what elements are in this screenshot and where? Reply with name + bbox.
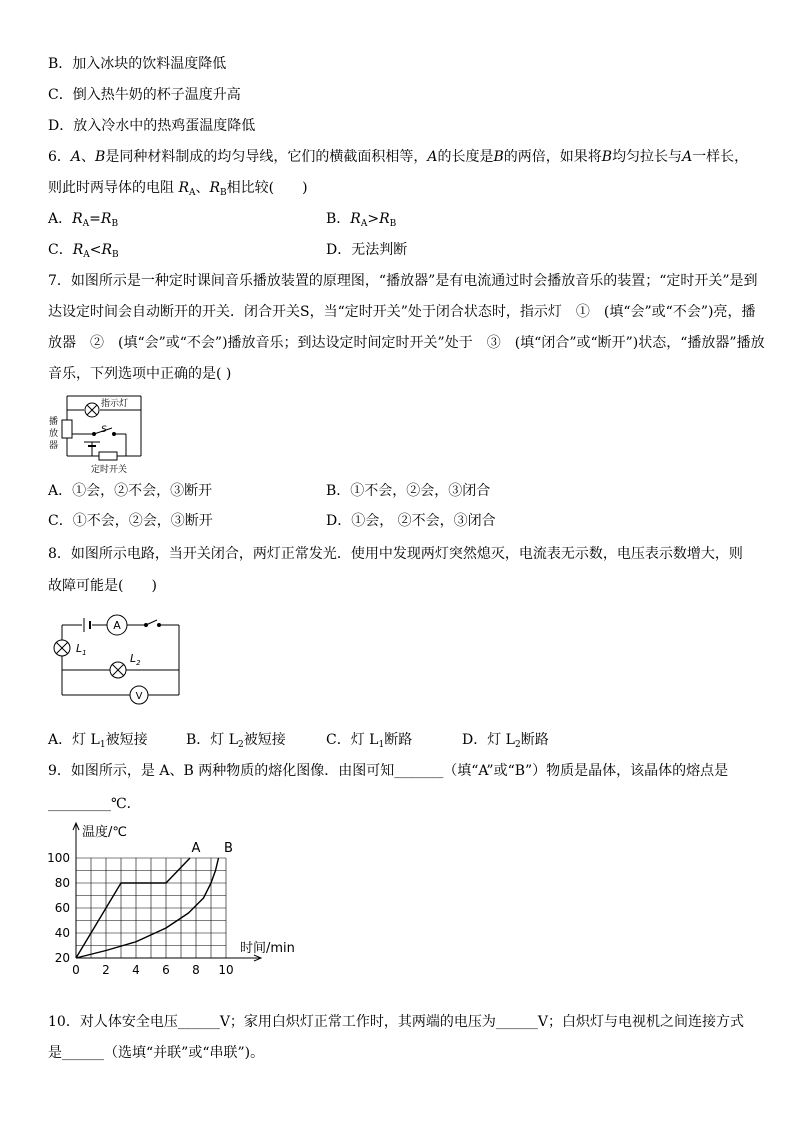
q7-line-2: 达设定时间会自动断开的开关．闭合开关S，当“定时开关”处于闭合状态时，指示灯 ① (填“会”或“不会”)亮，播 — [48, 304, 756, 320]
q6-relation: = — [89, 211, 101, 227]
q6-sub: A — [189, 188, 196, 198]
q5-option-c: C．倒入热牛奶的杯子温度升高 — [48, 87, 241, 103]
q6-sub: B — [220, 188, 227, 198]
q6-text: 的长度是 — [437, 149, 494, 165]
q7-player-label: 放 — [49, 429, 59, 439]
q8-battery-icon — [84, 618, 90, 632]
q9-line-2: _________℃． — [48, 796, 141, 812]
q8-option-c — [326, 730, 412, 755]
q8-opt-sub: 2 — [238, 740, 244, 750]
q8-opt-text: C．灯 L — [326, 732, 379, 748]
q6-var: R — [379, 211, 390, 227]
chart-x-tick-label: 4 — [132, 963, 140, 977]
q8-option-a — [48, 730, 148, 755]
q6-sub: B — [112, 250, 119, 260]
q6-sub: B — [111, 219, 119, 229]
q6-text: 则此时两导体的电阻 — [48, 180, 174, 196]
q6-number: 6． — [48, 149, 71, 165]
q6-option-a — [48, 209, 118, 234]
q6-text: 的两倍，如果将 — [503, 149, 602, 165]
chart-x-tick-label: 0 — [72, 963, 80, 977]
chart-x-tick-label: 10 — [218, 963, 234, 977]
q6-text: 相比较( ) — [226, 180, 308, 196]
q7-timer-label: 定时开关 — [91, 465, 128, 475]
q6-var: B — [493, 149, 504, 165]
q8-switch-icon — [145, 620, 161, 627]
q8-opt-text: B．灯 L — [186, 732, 239, 748]
q10-line-1: 10．对人体安全电压______V；家用白炽灯正常工作时，其两端的电压为______V；白炽灯与电视机之间连接方式 — [48, 1014, 745, 1030]
q6-var: B — [95, 149, 106, 165]
q8-opt-sub: 1 — [99, 740, 106, 750]
q7-player-icon — [62, 420, 72, 438]
q8-lamp-l1-icon — [54, 640, 70, 656]
q9-line-1: 9．如图所示，是 A、B 两种物质的熔化图像．由图可知_______（填“A”或“B”）物质是晶体，该晶体的熔点是 — [48, 763, 729, 779]
q8-l1-label: $L_1$ — [76, 642, 87, 657]
q7-line-1: 7．如图所示是一种定时课间音乐播放装置的原理图，“播放器”是有电流通过时会播放音乐的装置；“定时开关”是到 — [48, 273, 758, 289]
q6-opt-label: A． — [48, 211, 73, 227]
chart-y-tick-label: 80 — [54, 876, 70, 890]
q8-ammeter-label: A — [113, 619, 121, 632]
q8-opt-sub: 2 — [514, 740, 521, 750]
chart-y-tick-label: 40 — [54, 926, 70, 940]
q6-var: A — [682, 149, 693, 165]
q8-opt-sub: 1 — [378, 740, 385, 750]
q7-line-4: 音乐，下列选项中正确的是( ) — [48, 366, 232, 382]
chart-series-label-a: A — [191, 841, 201, 856]
q6-text: 一样长， — [692, 149, 749, 165]
q8-lamp-l2-icon — [110, 662, 126, 678]
q7-timer-switch-icon — [99, 452, 117, 460]
q6-var: A — [70, 149, 82, 165]
q7-player-label: 器 — [49, 441, 59, 451]
q7-option-b: B．①不会，②会，③闭合 — [326, 483, 491, 499]
chart-y-tick-label: 20 — [54, 951, 70, 965]
q6-opt-label: B． — [326, 211, 351, 227]
q6-sub: A — [82, 219, 90, 229]
q8-opt-text: 断路 — [384, 732, 413, 748]
q7-lamp-icon — [85, 403, 99, 417]
q8-l2-label: $L_2$ — [130, 652, 141, 667]
q6-line-2 — [48, 178, 308, 203]
q6-option-d: D．无法判断 — [326, 242, 408, 258]
q8-option-d — [462, 730, 549, 755]
q8-line-1: 8．如图所示电路，当开关闭合，两灯正常发光．使用中发现两灯突然熄灭，电流表无示数，电压表示数增大，则 — [48, 546, 743, 562]
q8-voltmeter-label: V — [135, 691, 143, 702]
q6-var: R — [350, 211, 361, 227]
q8-voltmeter-icon — [130, 686, 148, 704]
q7-line-3: 放器 ② (填“会”或“不会”)播放音乐；到达设定时间定时开关”处于 ③ (填“闭合”或“断开”)状态，“播放器”播放 — [48, 335, 765, 351]
q6-opt-label: C． — [48, 242, 73, 258]
q6-var: R — [209, 180, 221, 196]
q6-var: B — [601, 149, 613, 165]
q7-option-d: D．①会， ②不会，③闭合 — [326, 513, 496, 529]
q8-option-b — [186, 730, 286, 755]
q6-relation: > — [367, 211, 380, 227]
q6-var: R — [72, 242, 84, 258]
q8-line-2: 故障可能是( ) — [48, 578, 157, 594]
q7-option-a: A．①会，②不会，③断开 — [48, 483, 213, 499]
q6-sub: A — [83, 250, 90, 260]
q6-var: R — [100, 211, 112, 227]
chart-x-axis-label: 时间/min — [240, 941, 295, 956]
q10-line-2: 是______（选填“并联”或“串联”)。 — [48, 1045, 265, 1061]
chart-x-tick-label: 8 — [192, 963, 200, 977]
q6-sub: B — [389, 219, 397, 229]
q8-opt-text: 断路 — [520, 732, 549, 748]
q8-opt-text: D．灯 L — [462, 732, 515, 748]
q8-circuit-figure — [48, 608, 188, 712]
q8-opt-text: 被短接 — [105, 732, 148, 748]
q7-switch-label: S — [101, 425, 107, 435]
q6-line-1 — [48, 147, 748, 167]
q8-opt-text: A．灯 L — [48, 732, 100, 748]
q5-option-d: D．放入冷水中的热鸡蛋温度降低 — [48, 118, 256, 134]
q6-var: R — [178, 180, 189, 196]
q9-melting-chart — [40, 818, 310, 998]
q6-var: A — [427, 149, 438, 165]
q6-var: R — [101, 242, 113, 258]
q6-option-b — [326, 209, 396, 234]
chart-y-tick-label: 100 — [47, 851, 70, 865]
q7-circuit-figure — [44, 390, 154, 476]
chart-x-tick-label: 6 — [162, 963, 170, 977]
q5-option-b: B．加入冰块的饮料温度降低 — [48, 56, 227, 72]
q6-text: 、 — [81, 149, 96, 165]
q6-text: 均匀拉长与 — [612, 149, 683, 165]
q6-text: 是同种材料制成的均匀导线，它们的横截面积相等， — [105, 149, 428, 165]
q7-player-label: 播 — [49, 417, 59, 427]
q8-ammeter-icon — [107, 615, 127, 635]
chart-x-tick-label: 2 — [102, 963, 110, 977]
q7-option-c: C．①不会，②会，③断开 — [48, 513, 213, 529]
q6-relation: < — [89, 242, 102, 258]
q8-opt-text: 被短接 — [243, 732, 286, 748]
chart-y-axis-label: 温度/℃ — [82, 825, 127, 840]
q7-lamp-label: 指示灯 — [101, 399, 129, 409]
chart-y-tick-label: 60 — [54, 901, 70, 915]
q6-text: 、 — [195, 180, 210, 196]
chart-series-label-b: B — [224, 841, 233, 856]
q6-option-c — [48, 240, 119, 265]
q6-sub: A — [360, 219, 368, 229]
q6-var: R — [72, 211, 83, 227]
